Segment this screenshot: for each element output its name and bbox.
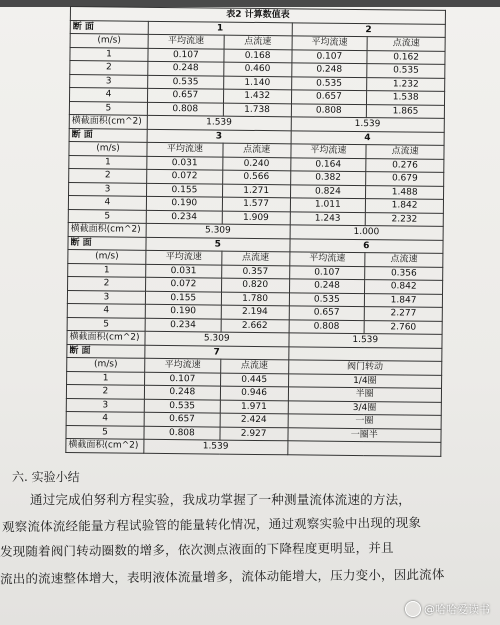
point-velocity-header: 点流速: [224, 35, 292, 49]
table-cell: 0.240: [223, 157, 291, 171]
avg-velocity-header: 平均流速: [289, 252, 365, 266]
valve-turn-cell: 3/4圈: [288, 400, 442, 415]
avg-velocity-header: 平均流速: [148, 34, 224, 48]
area-value: 5.309: [146, 223, 290, 238]
avg-velocity-header: 平均流速: [146, 250, 222, 264]
table-cell: 2.277: [364, 307, 442, 321]
area-value: 1.539: [288, 333, 442, 348]
table-cell: 2.232: [365, 212, 443, 226]
table-cell: 0.535: [291, 76, 367, 90]
table-cell: 1.738: [223, 103, 291, 117]
table-cell: 2: [66, 384, 144, 398]
table-cell: 3: [67, 290, 145, 304]
table-cell: 0.808: [291, 103, 367, 117]
table-cell: 0.168: [224, 49, 292, 63]
area-value: 1.539: [144, 439, 288, 454]
table-cell: 0.566: [222, 170, 290, 184]
section-label: 断 面: [68, 236, 146, 250]
table-cell: 0.535: [144, 399, 220, 413]
section-number: 6: [289, 238, 443, 253]
table-cell: 0.107: [145, 372, 221, 386]
watermark-text: @哈哈爱读书: [424, 603, 490, 616]
table-cell: 0.824: [290, 184, 366, 198]
section-label: 断 面: [69, 128, 147, 142]
table-cell: 2.760: [364, 320, 442, 334]
table-cell: 0.679: [366, 172, 444, 186]
table-cell: 0.357: [221, 265, 289, 279]
table-cell: 1.271: [222, 184, 290, 198]
table-cell: 0.808: [289, 319, 365, 333]
table-cell: 5: [68, 209, 146, 223]
section-number: 5: [146, 237, 290, 252]
table-cell: 2.662: [221, 319, 289, 333]
watermark-logo-icon: [405, 601, 421, 617]
table-cell: 1.011: [290, 198, 366, 212]
table-cell: 4: [67, 303, 145, 317]
summary-line-2: 观察流体流经能量方程试验管的能量转化情况，通过观察实验中出现的现象: [1, 514, 422, 535]
calculation-table: [65, 6, 446, 456]
table-cell: 0.356: [365, 266, 443, 280]
table-cell: 0.107: [291, 49, 367, 63]
unit-header: (m/s): [67, 357, 145, 371]
table-cell: 1.488: [366, 185, 444, 199]
table-cell: 0.164: [290, 157, 366, 171]
table-cell: 0.107: [289, 265, 365, 279]
section-number: 3: [147, 129, 291, 144]
avg-velocity-header: 平均流速: [147, 142, 223, 156]
valve-turn-cell: 一圈: [288, 414, 442, 429]
table-cell: 4: [68, 195, 146, 209]
summary-line-4: 流出的流速整体增大，表明液体流量增多，流体动能增大，压力变小，因此流体: [0, 566, 445, 587]
table-cell: 0.820: [221, 278, 289, 292]
table-cell: 2: [70, 61, 148, 75]
empty-cell: [287, 441, 441, 456]
table-cell: 3: [66, 398, 144, 412]
table-cell: 0.535: [289, 292, 365, 306]
table-cell: 0.382: [290, 171, 366, 185]
table-cell: 1.232: [367, 77, 445, 91]
table-cell: 0.946: [220, 386, 288, 400]
area-value: 5.309: [145, 331, 289, 346]
avg-velocity-header: 平均流速: [290, 144, 366, 158]
table-cell: 1.909: [222, 211, 290, 225]
valve-turn-cell: 一圈半: [287, 427, 441, 442]
section-number: 4: [291, 130, 445, 145]
table-cell: 1.971: [220, 400, 288, 414]
area-label: 横截面积(cm^2): [69, 114, 147, 128]
table-cell: 0.031: [147, 156, 223, 170]
table-cell: 0.190: [146, 196, 222, 210]
table-cell: 0.535: [367, 64, 445, 78]
table-cell: 0.657: [289, 306, 365, 320]
area-value: 1.000: [290, 225, 444, 240]
table-cell: 4: [66, 411, 144, 425]
valve-header: 阀门转动: [288, 360, 442, 375]
table-cell: 1: [67, 371, 145, 385]
table-cell: 0.107: [148, 48, 224, 62]
table-cell: 1.780: [221, 292, 289, 306]
table-cell: 2.927: [220, 427, 288, 441]
table-cell: 0.072: [145, 277, 221, 291]
table-cell: 0.248: [144, 385, 220, 399]
table-cell: 3: [69, 182, 147, 196]
section-number: 7: [145, 345, 289, 360]
table-cell: 0.190: [145, 304, 221, 318]
watermark: [405, 601, 490, 617]
summary-title: 六. 实验小结: [12, 470, 80, 484]
table-cell: 1: [70, 47, 148, 61]
area-row: [66, 438, 441, 455]
unit-header: (m/s): [70, 34, 148, 48]
table-cell: 1.865: [367, 104, 445, 118]
table-caption: 表2 计算数值表: [70, 7, 445, 24]
table-cell: 0.072: [147, 169, 223, 183]
table-cell: 5: [67, 317, 145, 331]
summary-line-1: 通过完成伯努利方程实验，我成功掌握了一种测量流体流速的方法，: [30, 492, 412, 507]
point-velocity-header: 点流速: [366, 145, 444, 159]
table-cell: 1.842: [366, 199, 444, 213]
table-cell: 0.276: [366, 158, 444, 172]
area-label: 横截面积(cm^2): [67, 330, 145, 344]
table-cell: 1: [68, 263, 146, 277]
table-cell: 4: [70, 88, 148, 102]
point-velocity-header: 点流速: [365, 253, 443, 267]
table-cell: 0.535: [148, 75, 224, 89]
point-velocity-header: 点流速: [367, 37, 445, 51]
table-cell: 0.445: [220, 373, 288, 387]
table-cell: 5: [69, 101, 147, 115]
valve-turn-cell: 1/4圈: [288, 373, 442, 388]
table-cell: 0.248: [148, 61, 224, 75]
table-cell: 0.248: [291, 63, 367, 77]
area-label: 横截面积(cm^2): [66, 438, 144, 452]
section-number: 1: [148, 21, 292, 36]
table-cell: 0.808: [144, 426, 220, 440]
section-label: 断 面: [67, 344, 145, 358]
table-cell: 0.657: [147, 88, 223, 102]
table-cell: 0.657: [144, 412, 220, 426]
table-cell: 0.234: [146, 210, 222, 224]
valve-turn-cell: 半圈: [288, 387, 442, 402]
table-cell: 0.808: [147, 102, 223, 116]
table-cell: 0.155: [145, 291, 221, 305]
table-cell: 0.657: [291, 90, 367, 104]
area-value: 1.539: [291, 117, 445, 132]
table-cell: 0.031: [146, 264, 222, 278]
avg-velocity-header: 平均流速: [145, 358, 221, 372]
table-cell: 3: [70, 74, 148, 88]
area-label: 横截面积(cm^2): [68, 222, 146, 236]
avg-velocity-header: 平均流速: [292, 36, 368, 50]
point-velocity-header: 点流速: [220, 359, 288, 373]
table-cell: 0.460: [224, 62, 292, 76]
table-cell: 0.162: [367, 50, 445, 64]
unit-header: (m/s): [68, 249, 146, 263]
table-cell: 1: [69, 155, 147, 169]
point-velocity-header: 点流速: [222, 251, 290, 265]
area-value: 1.539: [147, 115, 291, 130]
table-cell: 2: [69, 168, 147, 182]
point-velocity-header: 点流速: [223, 143, 291, 157]
table-cell: 1.847: [365, 293, 443, 307]
unit-header: (m/s): [69, 141, 147, 155]
table-cell: 0.155: [146, 183, 222, 197]
table-cell: 1.577: [222, 197, 290, 211]
table-cell: 0.248: [289, 279, 365, 293]
section-number: 2: [292, 22, 446, 37]
table-cell: 1.243: [290, 211, 366, 225]
table-cell: 1.140: [223, 76, 291, 90]
table-cell: 1.432: [223, 89, 291, 103]
table-cell: 1.538: [367, 91, 445, 105]
table-cell: 0.234: [145, 318, 221, 332]
table-cell: 2.424: [220, 413, 288, 427]
summary-line-3: 发现随着阀门转动圈数的增多，依次测点液面的下降程度更明显，并且: [0, 539, 394, 560]
section-label: 断 面: [70, 20, 148, 34]
table-cell: 2: [68, 276, 146, 290]
table-cell: 0.842: [365, 280, 443, 294]
table-cell: 5: [66, 425, 144, 439]
table-cell: 2.194: [221, 305, 289, 319]
